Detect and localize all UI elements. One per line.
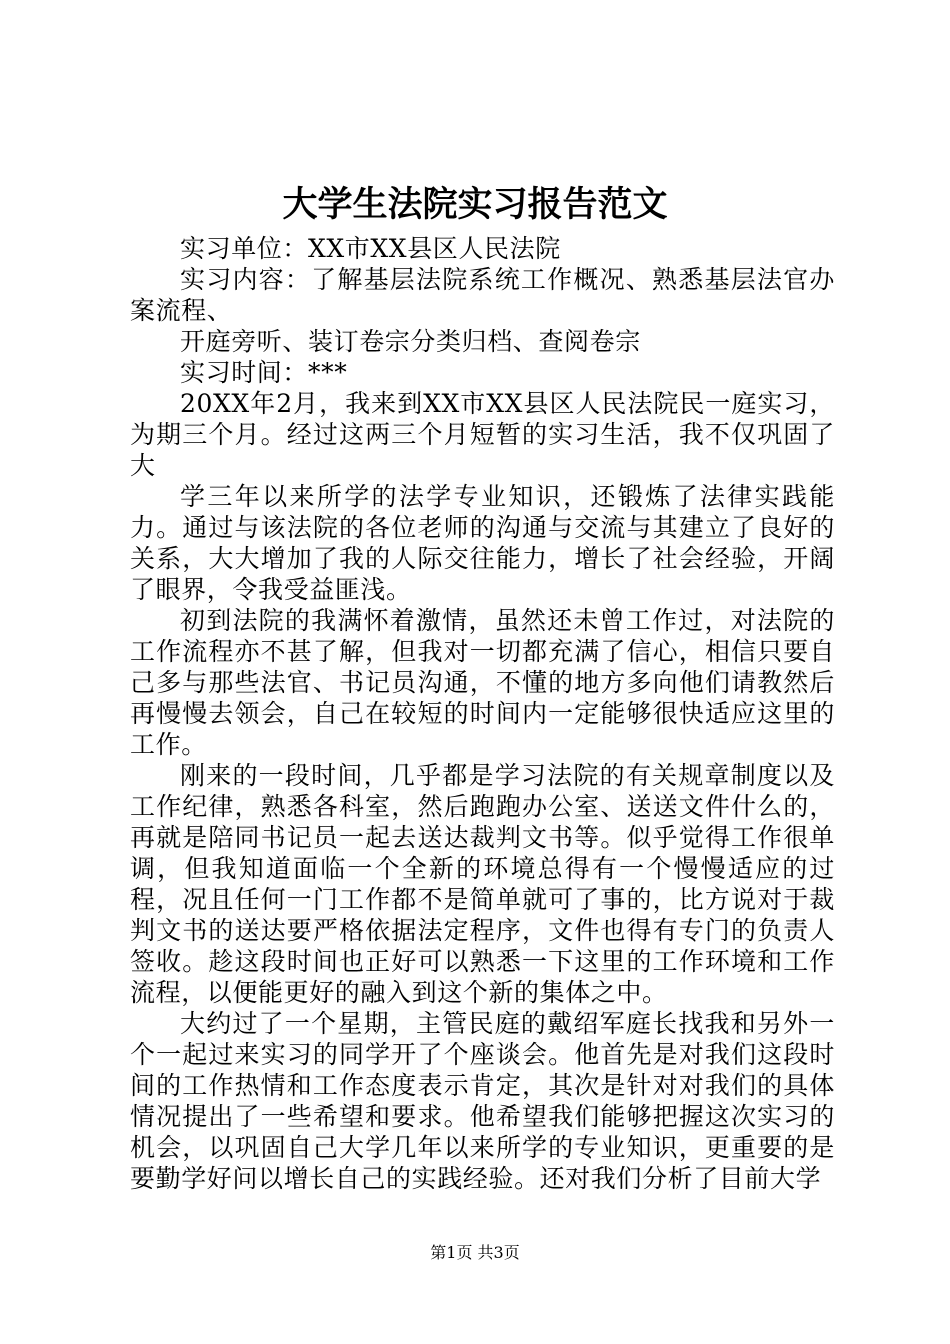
paragraph-internship-unit: 实习单位：XX市XX县区人民法院 — [180, 234, 561, 263]
document-body — [130, 233, 835, 1194]
paragraph-arrival: 初到法院的我满怀着激情，虽然还未曾工作过，对法院的工作流程亦不甚了解，但我对一切都充满了信心，相信只要自己多与那些法官、书记员沟通，不懂的地方多向他们请教然后再慢慢去领会，自己在较短的时间内一定能够很快适应这里的工作。 — [130, 606, 835, 759]
page-footer: 第1页 共3页 — [430, 1243, 520, 1262]
paragraph-early-work: 刚来的一段时间，几乎都是学习法院的有关规章制度以及工作纪律，熟悉各科室，然后跑跑办公室、送送文件什么的，再就是陪同书记员一起去送达裁判文书等。似乎觉得工作很单调，但我知道面临一个全新的环境总得有一个慢慢适应的过程，况且任何一门工作都不是简单就可了事的，比方说对于裁判文书的送达要严格依据法定程序，文件也得有专门的负责人签收。趁这段时间也正好可以熟悉一下这里的工作环境和工作流程，以便能更好的融入到这个新的集体之中。 — [130, 761, 835, 1007]
document-title: 大学生法院实习报告范文 — [282, 184, 668, 225]
paragraph-internship-content: 实习内容：了解基层法院系统工作概况、熟悉基层法官办案流程、 — [130, 265, 835, 325]
paragraph-meeting: 大约过了一个星期，主管民庭的戴绍军庭长找我和另外一个一起过来实习的同学开了个座谈会。他首先是对我们这段时间的工作热情和工作态度表示肯定，其次是针对对我们的具体情况提出了一些希望和要求。他希望我们能够把握这次实习的机会，以巩固自己大学几年以来所学的专业知识，更重要的是要勤学好问以增长自己的实践经验。还对我们分析了目前大学 — [130, 1009, 835, 1193]
paragraph-internship-time: 实习时间：*** — [180, 358, 348, 387]
paragraph-knowledge: 学三年以来所学的法学专业知识，还锻炼了法律实践能力。通过与该法院的各位老师的沟通与交流与其建立了良好的关系，大大增加了我的人际交往能力，增长了社会经验，开阔了眼界，令我受益匪浅。 — [130, 482, 835, 604]
paragraph-intro: 20XX年2月，我来到XX市XX县区人民法院民一庭实习，为期三个月。经过这两三个月短暂的实习生活，我不仅巩固了大 — [130, 389, 835, 480]
paragraph-internship-content-cont: 开庭旁听、装订卷宗分类归档、查阅卷宗 — [180, 327, 641, 356]
